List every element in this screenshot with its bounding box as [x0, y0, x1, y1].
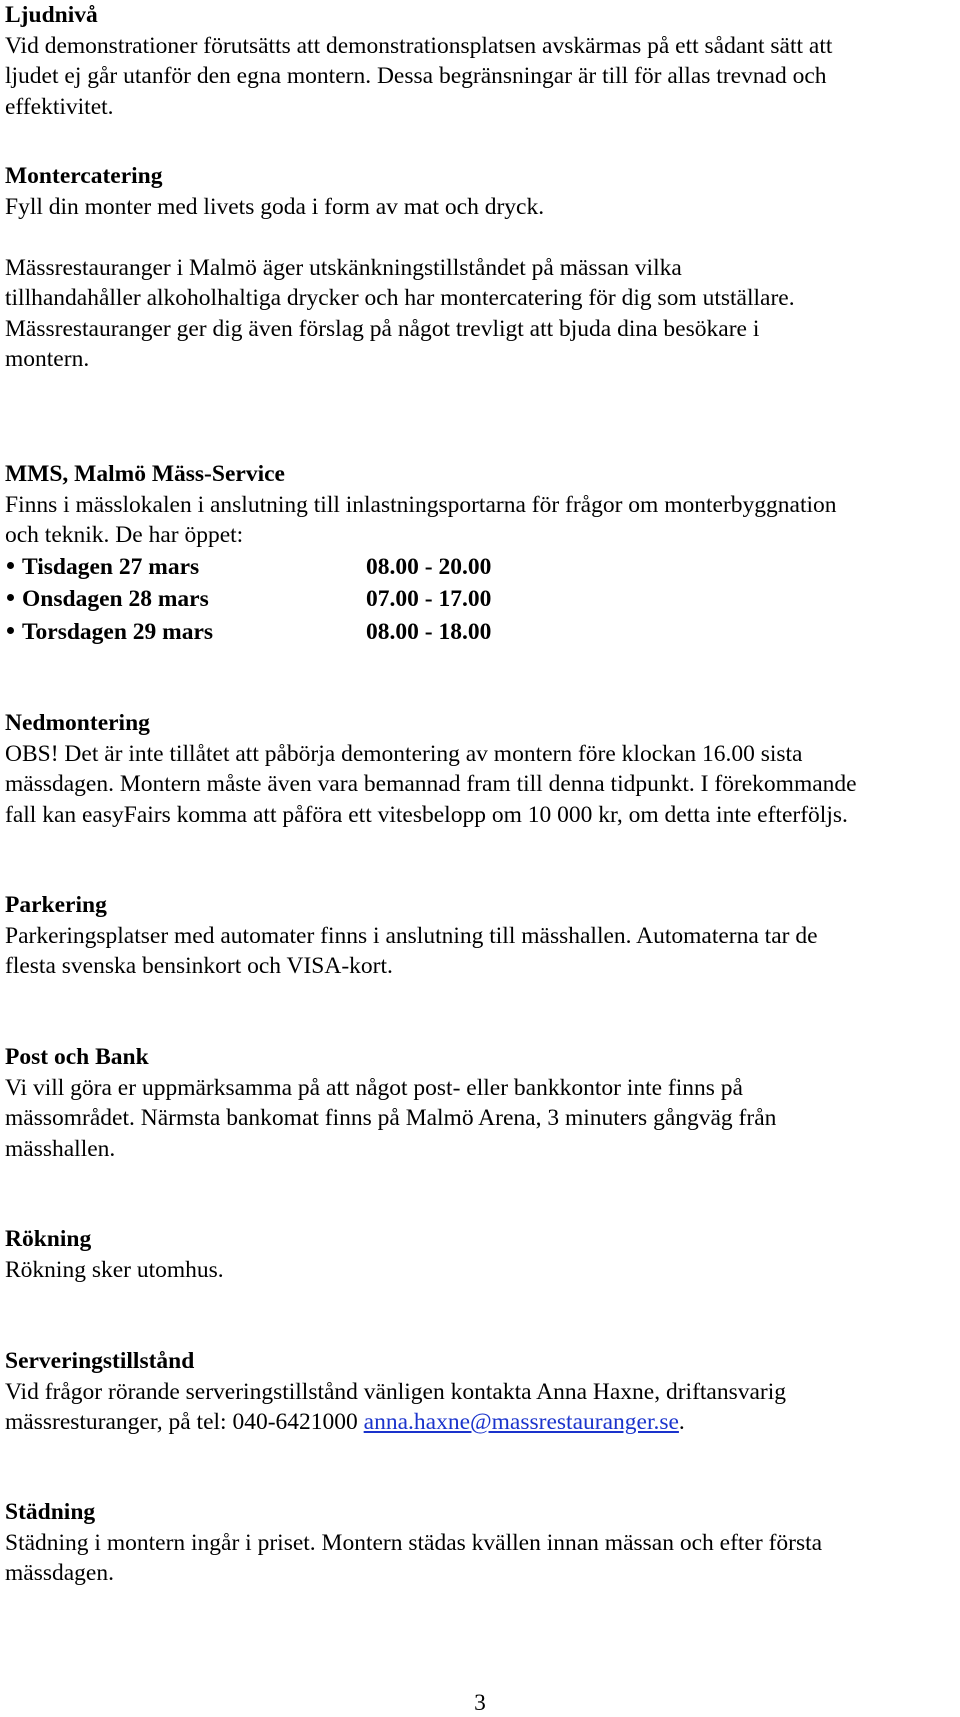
- body-line: Mässrestauranger ger dig även förslag på något trevligt att bjuda dina besökare i: [5, 315, 760, 342]
- section-parkering: [5, 890, 950, 982]
- list-item: [5, 616, 950, 649]
- section-heading: Nedmontering: [5, 710, 150, 736]
- hours-time: 08.00 - 18.00: [366, 618, 492, 645]
- body-line: Mässrestauranger i Malmö äger utskänkningstillståndet på mässan vilka: [5, 254, 682, 281]
- body-line: och teknik. De har öppet:: [5, 522, 244, 548]
- section-heading: Parkering: [5, 892, 107, 918]
- body-line: flesta svenska bensinkort och VISA-kort.: [5, 953, 393, 979]
- body-line: mässhallen.: [5, 1135, 116, 1162]
- body-line: Parkeringsplatser med automater finns i anslutning till mässhallen. Automaterna tar de: [5, 922, 818, 949]
- hours-time: 08.00 - 20.00: [366, 553, 492, 580]
- section-rokning: [5, 1224, 950, 1285]
- body-line: ljudet ej går utanför den egna montern. Dessa begränsningar är till för allas trevnad och: [5, 63, 827, 89]
- body-line: effektivitet.: [5, 93, 114, 120]
- body-line: mässdagen.: [5, 1560, 114, 1586]
- body-line: Vi vill göra er uppmärksamma på att något post- eller bankkontor inte finns på: [5, 1074, 743, 1101]
- body-line: Finns i mässlokalen i anslutning till inlastningsportarna för frågor om monterbyggnation: [5, 491, 837, 518]
- punctuation: .: [678, 1409, 685, 1435]
- section-heading: Städning: [5, 1499, 96, 1525]
- opening-hours-list: [5, 551, 950, 649]
- section-heading: Serveringstillstånd: [5, 1348, 195, 1374]
- body-line: mässdagen. Montern måste även vara bemannad fram till denna tidpunkt. I förekommande: [5, 771, 857, 797]
- body-line: [5, 1407, 950, 1438]
- section-heading: MMS, Malmö Mäss-Service: [5, 461, 285, 487]
- body-line: tillhandahåller alkoholhaltiga drycker och har montercatering för dig som utställare.: [5, 285, 795, 311]
- body-line: Rökning sker utomhus.: [5, 1256, 224, 1283]
- section-heading: Rökning: [5, 1226, 92, 1252]
- list-item: [5, 583, 950, 616]
- section-heading: Montercatering: [5, 163, 163, 189]
- bullet-icon: [7, 562, 14, 569]
- bullet-icon: [7, 594, 14, 601]
- body-line: Vid frågor rörande serveringstillstånd vänligen kontakta Anna Haxne, driftansvarig: [5, 1378, 787, 1405]
- body-line: Städning i montern ingår i priset. Montern städas kvällen innan mässan och efter första: [5, 1529, 823, 1556]
- section-heading: Post och Bank: [5, 1044, 149, 1070]
- body-line: OBS! Det är inte tillåtet att påbörja demontering av montern före klockan 16.00 sista: [5, 740, 803, 767]
- list-item: [5, 551, 950, 584]
- body-line: montern.: [5, 346, 90, 372]
- email-link[interactable]: anna.haxne@massrestauranger.se: [363, 1409, 679, 1435]
- body-line: Vid demonstrationer förutsätts att demonstrationsplatsen avskärmas på ett sådant sätt att: [5, 32, 833, 59]
- hours-day: Tisdagen 27 mars: [22, 553, 200, 580]
- section-nedmontering: [5, 708, 950, 830]
- section-serveringstillstand: [5, 1346, 950, 1438]
- section-mms: [5, 459, 950, 648]
- hours-day: Onsdagen 28 mars: [22, 586, 209, 612]
- section-montercatering: [5, 161, 950, 375]
- hours-time: 07.00 - 17.00: [366, 586, 492, 612]
- hours-day: Torsdagen 29 mars: [22, 618, 214, 645]
- section-ljudniva: [5, 0, 950, 122]
- contact-text: mässresturanger, på tel: 040-6421000: [5, 1409, 364, 1435]
- body-line: fall kan easyFairs komma att påföra ett vitesbelopp om 10 000 kr, om detta inte efterföljs.: [5, 801, 848, 828]
- section-post-bank: [5, 1042, 950, 1164]
- body-line: mässområdet. Närmsta bankomat finns på Malmö Arena, 3 minuters gångväg från: [5, 1105, 777, 1131]
- section-heading: Ljudnivå: [5, 2, 98, 28]
- page-number: 3: [474, 1690, 486, 1716]
- bullet-icon: [7, 627, 14, 634]
- section-stadning: [5, 1497, 950, 1589]
- body-line: Fyll din monter med livets goda i form av mat och dryck.: [5, 193, 545, 220]
